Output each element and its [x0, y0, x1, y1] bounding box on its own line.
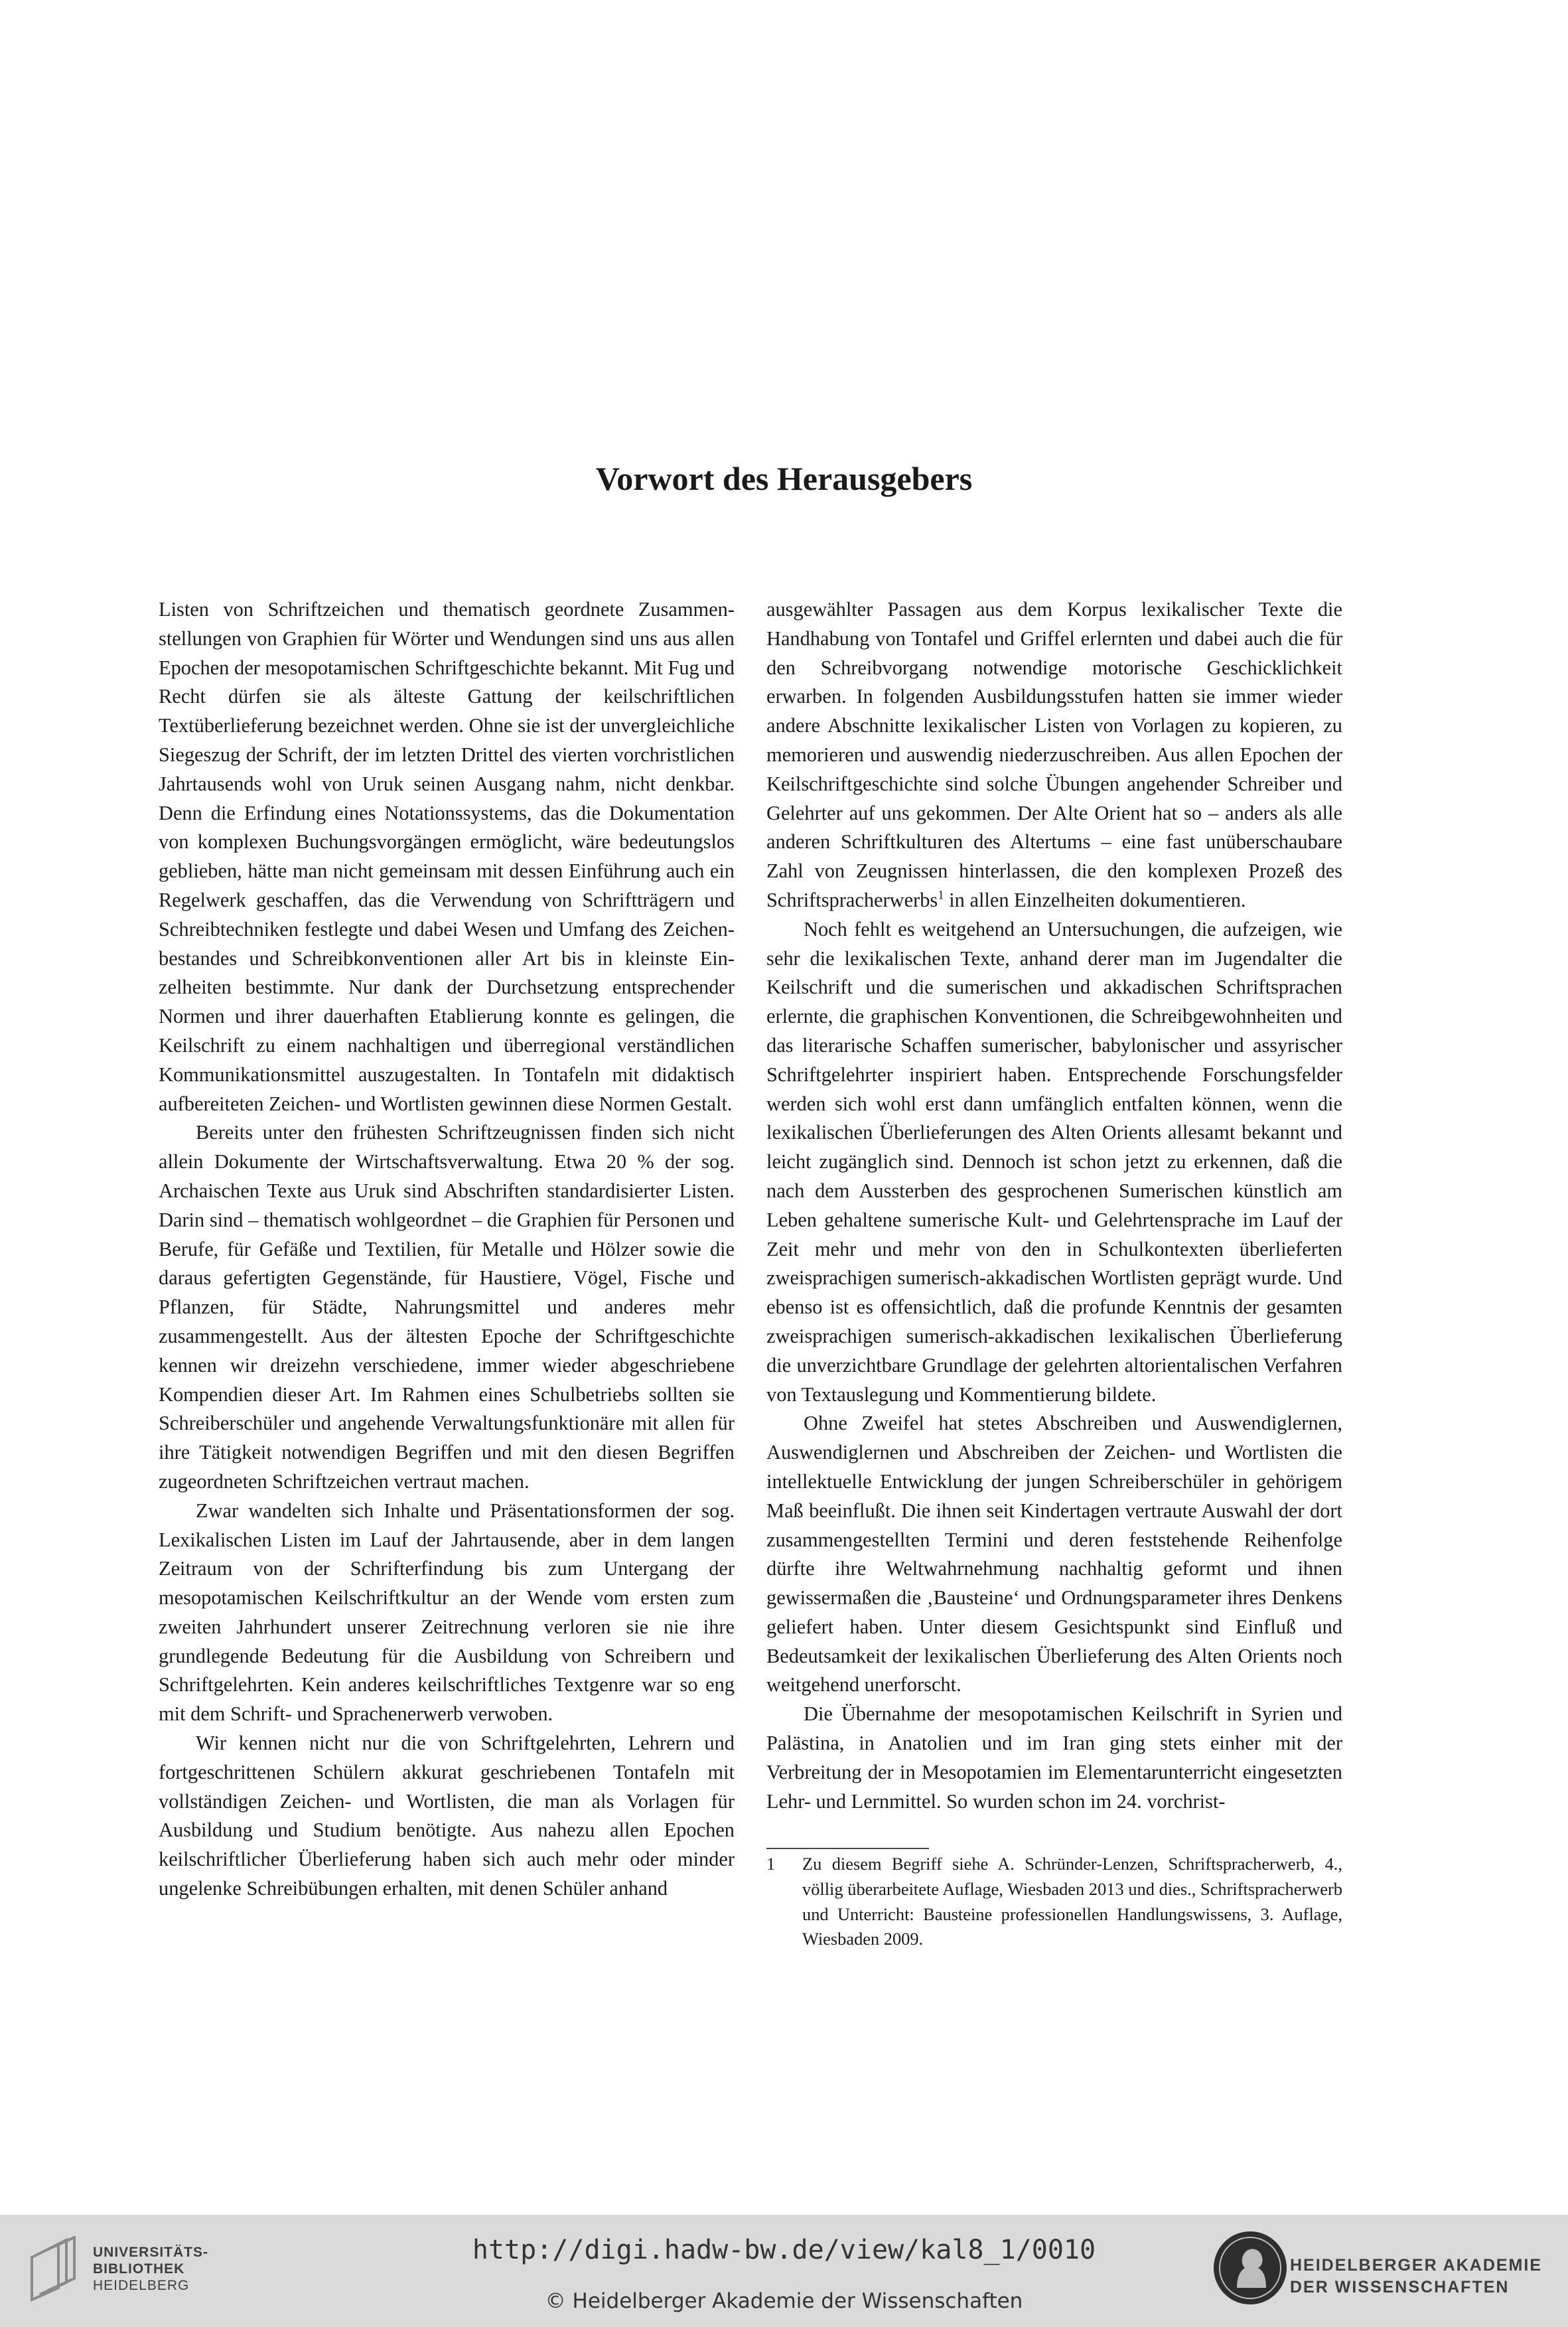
left-column [159, 595, 735, 1904]
footnote [766, 1852, 1342, 1952]
paragraph-text: in allen Einzelheiten dokumentieren. [944, 888, 1246, 911]
paragraph [766, 595, 1342, 915]
footnote-ref[interactable]: 1 [938, 888, 944, 903]
library-name-line: HEIDELBERG [93, 2278, 190, 2293]
paragraph: Ohne Zweifel hat stetes Abschreiben und Auswendiglernen, Auswendiglernen und Abschreiben der Zeichen- und Wortlisten die intellektuelle Entwicklung der jungen Schreiberschüler in gehörigem Maß beeinflußt. Die ihnen seit Kindertagen vertraute Auswahl der dort zusammengestellten Termini und deren feststehende Reihenfolge dürfte ihre Weltwahrnehmung nachhaltig geformt und ihnen gewissermaßen die ‚Bausteine‘ und Ordnungsparameter ihres Denkens geliefert haben. Unter diesem Gesichtspunkt sind Einfluß und Bedeutsamkeit der lexikalischen Überlieferung des Alten Orients noch weitgehend unerforscht. [766, 1412, 1342, 1696]
paragraph: Wir kennen nicht nur die von Schriftgelehrten, Lehrern und fortgeschrittenen Schülern akkurat geschriebenen Tontafeln mit vollständigen Zeichen- und Wortlisten, die man als Vorlagen für Ausbildung und Studium benötigte. Aus nahezu allen Epochen keilschriftlicher Überlieferung haben sich auch mehr oder minder ungelenke Schreibübungen erhalten, mit denen Schüler anhand [159, 1732, 735, 1900]
paragraph: Zwar wandelten sich Inhalte und Präsentationsformen der sog. Lexikalischen Listen im Lauf der Jahrtausende, aber in dem langen Zeitraum von der Schrifterfindung bis zum Untergang der mesopotamischen Keilschriftkultur an der Wende vom ersten zum zweiten Jahrhundert unserer Zeitrechnung verloren sie nie ihre grundlegende Bedeutung für die Ausbildung von Schreibern und Schriftgelehrten. Kein anderes keilschriftliches Textgenre war so eng mit dem Schrift- und Sprachenerwerb verwoben. [159, 1499, 735, 1726]
academy-name [1290, 2255, 1542, 2298]
source-url-link[interactable]: http://digi.hadw-bw.de/view/kal8_1/0010 [472, 2235, 1096, 2265]
copyright-notice: © Heidelberger Akademie der Wissenschaften [545, 2289, 1023, 2313]
library-name-line: BIBLIOTHEK [93, 2261, 185, 2277]
paragraph: Noch fehlt es weitgehend an Untersuchungen, die aufzeigen, wie sehr die lexikalischen Texte, anhand derer man im Jugendalter die Keilschrift und die sumerischen und akkadischen Schriftsprachen erlernte, die graphischen Konventionen, die Schreibgewohnheiten und das literarische Schaffen sumerischer, babylonischer und assyrischer Schriftgelehrter inspiriert haben. Entsprechende Forschungsfelder werden sich wohl erst dann umfänglich entfalten können, wenn die lexikalischen Überlieferungen des Alten Orients allesamt bekannt und leicht zugänglich sind. Dennoch ist schon jetzt zu erkennen, daß die nach dem Aussterben des gesprochenen Sumerischen künstlich am Leben gehaltene sumerische Kult- und Gelehrtensprache im Lauf der Zeit mehr und mehr von den in Schulkontexten überlieferten zweisprachigen sumerisch-akkadischen Wortlisten geprägt wurde. Und ebenso ist es offensichtlich, daß die profunde Kenntnis der gesamten zweisprachigen sumerisch-akkadischen lexikalischen Überlieferung die unverzichtbare Grundlage der gelehrten altorientalischen Verfahren von Textauslegung und Kommentierung bildete. [766, 917, 1342, 1406]
footnote-divider [766, 1848, 929, 1849]
footer-bar [0, 2215, 1568, 2327]
paragraph: Listen von Schriftzeichen und thematisch geordnete Zusammenstellungen von Graphien für Wörter und Wendungen sind uns aus allen Epochen der mesopotamischen Schriftgeschichte bekannt. Mit Fug und Recht dürfen sie als älteste Gattung der keilschriftlichen Textüberlieferung bezeichnet werden. Ohne sie ist der unvergleichliche Siegeszug der Schrift, der im letzten Drittel des vierten vorchristlichen Jahrtausends wohl von Uruk seinen Ausgang nahm, nicht denkbar. Denn die Erfindung eines Notationssystems, das die Dokumentation von komplexen Buchungsvorgängen ermöglicht, wäre bedeutungslos geblieben, hätte man nicht gemeinsam mit dessen Einführung auch ein Regelwerk geschaffen, das die Verwendung von Schriftträgern und Schreibtechniken festlegte und dabei Wesen und Umfang des Zeichenbestandes und Schreibkonventionen aller Art bis in kleinste Einzelheiten bestimmte. Nur dank der Durchsetzung entsprechender Normen und ihrer dauerhaften Etablierung konnte es gelingen, die Keilschrift zu einem nachhaltigen und überregional verständlichen Kommunikationsmittel auszugestalten. In Tontafeln mit didaktisch aufbereiteten Zeichen- und Wortlisten gewinnen diese Normen Gestalt. [159, 598, 735, 1115]
footnote-number: 1 [766, 1854, 776, 1874]
paragraph: Bereits unter den frühesten Schriftzeugnissen finden sich nicht allein Dokumente der Wirtschaftsverwaltung. Etwa 20 % der sog. Archaischen Texte aus Uruk sind Abschriften standardisierter Listen. Darin sind – thematisch wohlgeordnet – die Graphien für Personen und Berufe, für Gefäße und Textilien, für Metalle und Hölzer sowie die daraus gefertigten Gegenstände, für Haustiere, Vögel, Fische und Pflanzen, für Städte, Nahrungsmittel und anderes mehr zusammengestellt. Aus der ältesten Epoche der Schriftgeschichte kennen wir dreizehn verschiedene, immer wieder abgeschriebene Kompendien dieser Art. Im Rahmen eines Schulbetriebs sollten sie Schreiberschüler und angehende Verwaltungsfunktionäre mit allen für ihre Tätigkeit notwendigen Begriffen und mit den diesen Begriffen zugeordneten Schriftzeichen vertraut machen. [159, 1121, 735, 1493]
paragraph: Die Übernahme der mesopotamischen Keilschrift in Syrien und Palästina, in Anatolien und im Iran ging stets einher mit der Verbreitung der in Mesopotamien im Elementarunterricht eingesetzten Lehr- und Lernmittel. So wurden schon im 24. vorchrist- [766, 1702, 1342, 1813]
right-column [766, 595, 1342, 1816]
academy-seal-icon [1212, 2229, 1289, 2306]
library-name-line: UNIVERSITÄTS- [93, 2245, 209, 2260]
footnote-text: Zu diesem Begriff siehe A. Schründer-Lenzen, Schriftspracherwerb, 4., völlig überarbeitete Auflage, Wiesbaden 2013 und dies., Schriftspracherwerb und Unterricht: Bausteine professionellen Handlungswissens, 3. Auflage, Wiesbaden 2009. [802, 1854, 1342, 1949]
academy-name-line: HEIDELBERGER AKADEMIE [1290, 2256, 1542, 2275]
paragraph-text: ausgewählter Passagen aus dem Korpus lexikalischer Texte die Handhabung von Tontafel und Griffel erlernten und dabei auch die für den Schreibvorgang notwendige motorische Geschicklichkeit erwarben. In folgenden Ausbildungsstufen hatten sie immer wieder andere Abschnitte lexikalischer Listen von Vorlagen zu kopieren, zu memorieren und auswendig niederzuschreiben. Aus allen Epochen der Keilschriftgeschichte sind solche Übungen angehender Schreiber und Gelehrter auf uns gekommen. Der Alte Orient hat so – anders als alle anderen Schriftkulturen des Altertums – eine fast unüberschaubare Zahl von Zeugnissen hinterlassen, die den komplexen Prozeß des Schriftspracherwerbs [766, 598, 1342, 911]
academy-name-line: DER WISSENSCHAFTEN [1290, 2278, 1510, 2296]
page-title: Vorwort des Herausgebers [595, 460, 973, 497]
